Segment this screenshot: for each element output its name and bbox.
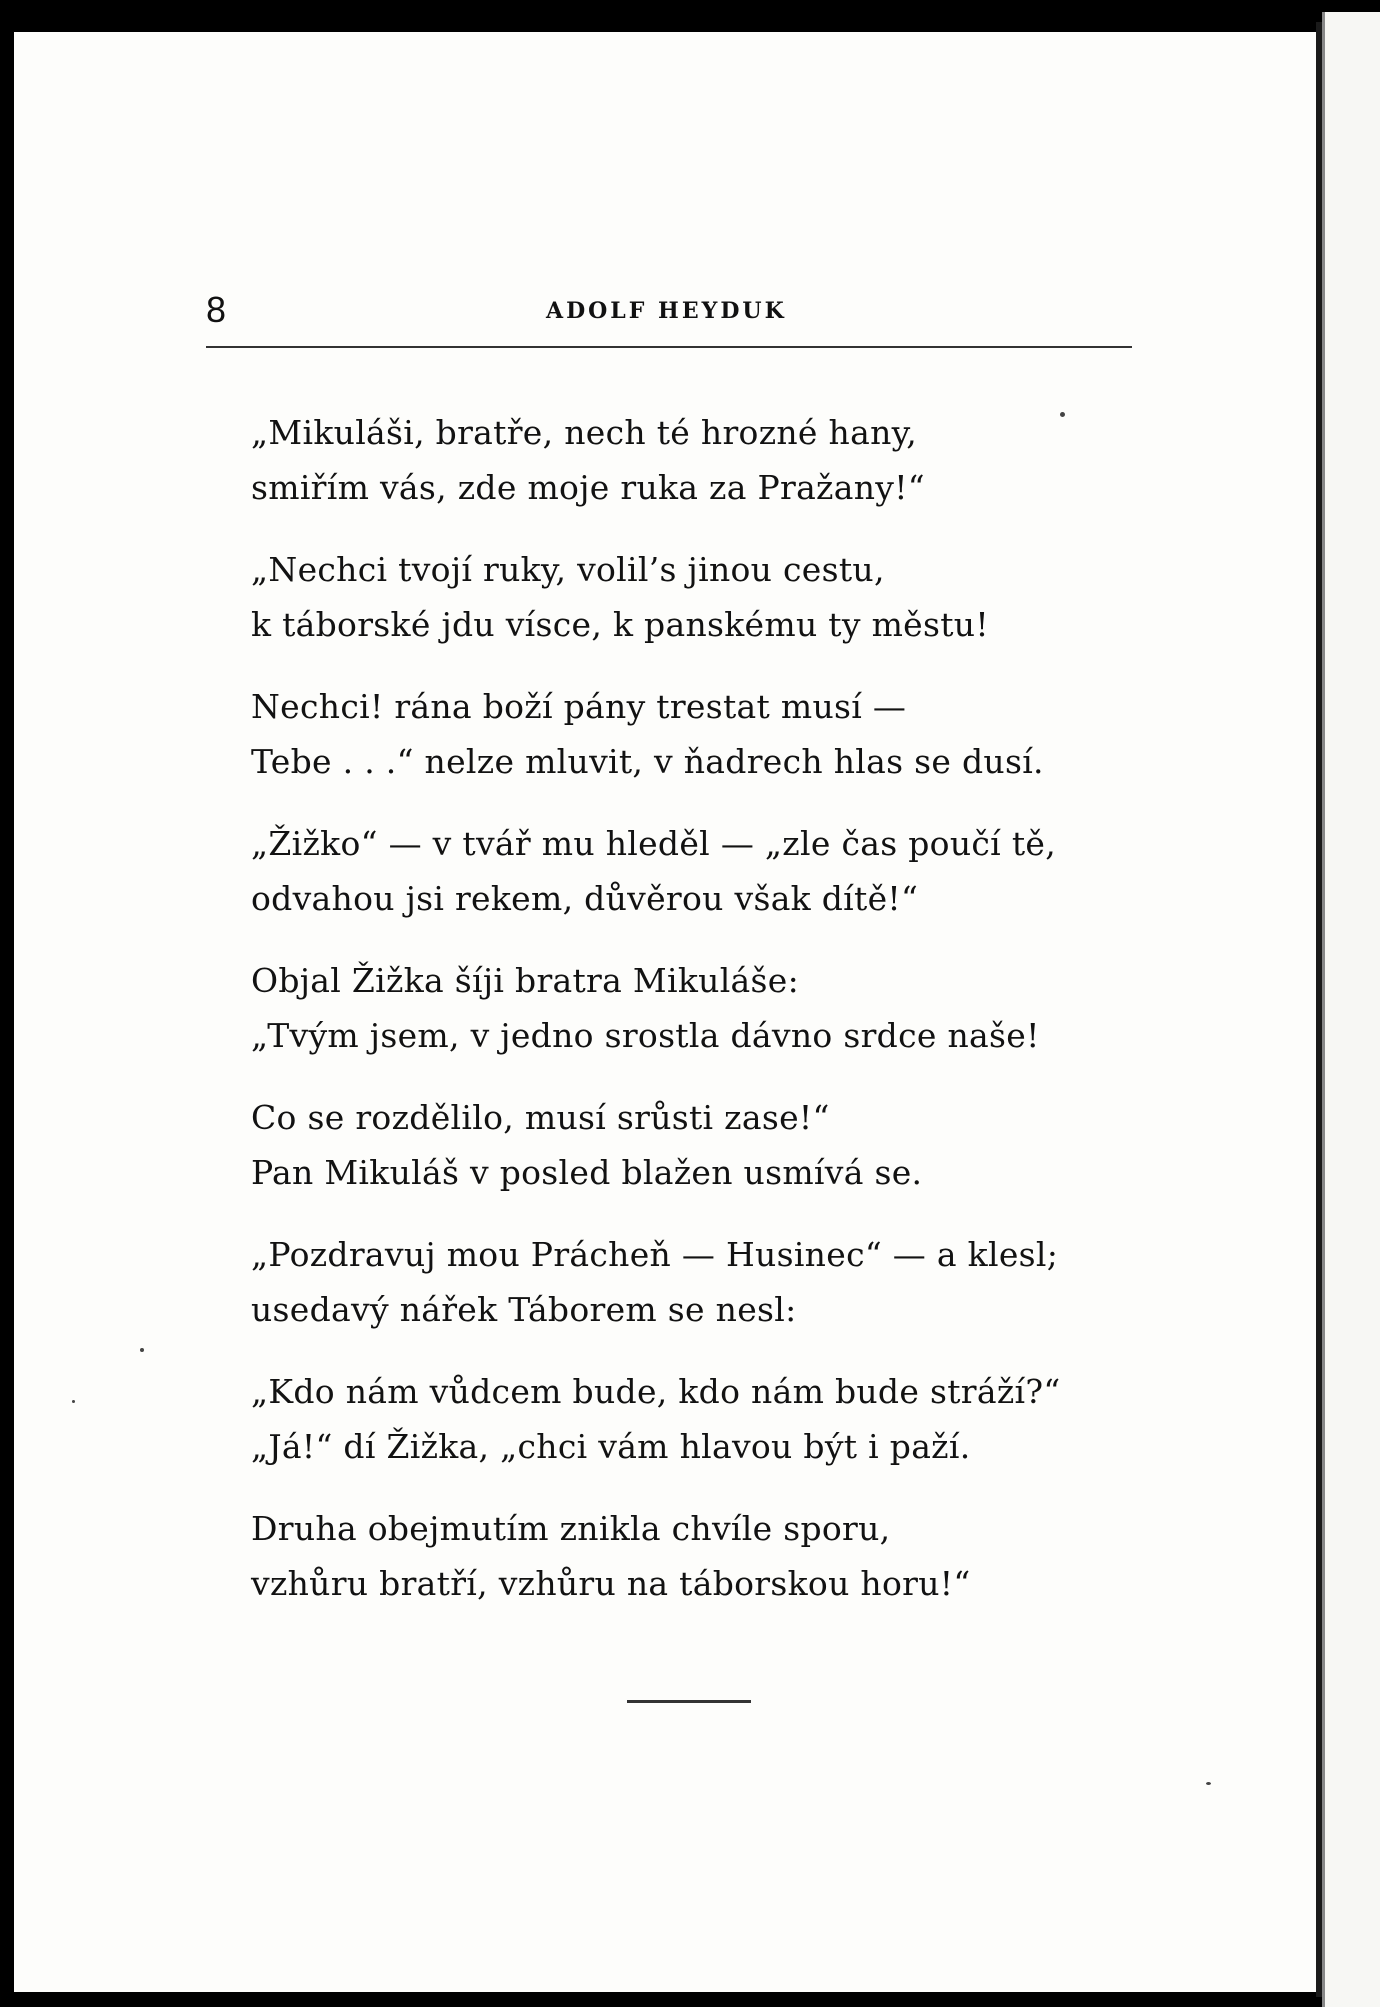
poem-line: smiřím vás, zde moje ruka za Pražany!“	[251, 468, 925, 507]
stanza	[251, 1227, 1151, 1337]
poem-line: usedavý nářek Táborem se nesl:	[251, 1290, 797, 1329]
poem-line: Druha obejmutím znikla chvíle sporu,	[251, 1509, 891, 1548]
stanza	[251, 953, 1151, 1063]
page-header	[206, 288, 1136, 338]
scan-speck	[140, 1348, 144, 1352]
stanza	[251, 1364, 1151, 1474]
poem-line: „Nechci tvojí ruky, volil’s jinou cestu,	[251, 550, 885, 589]
poem-line: „Pozdravuj mou Prácheň — Husinec“ — a klesl;	[251, 1235, 1059, 1274]
poem-line: vzhůru bratří, vzhůru na táborskou horu!“	[251, 1564, 971, 1603]
poem-line: odvahou jsi rekem, důvěrou však dítě!“	[251, 879, 919, 918]
stanza	[251, 679, 1151, 789]
scan-speck	[1060, 412, 1065, 417]
poem-line: „Mikuláši, bratře, nech té hrozné hany,	[251, 413, 917, 452]
facing-page-edge	[1322, 12, 1380, 2007]
end-ornament-rule	[627, 1700, 751, 1703]
header-rule	[206, 346, 1132, 348]
stanza	[251, 1501, 1151, 1611]
poem-line: „Tvým jsem, v jedno srostla dávno srdce naše!	[251, 1016, 1040, 1055]
poem-line: Pan Mikuláš v posled blažen usmívá se.	[251, 1153, 923, 1192]
poem-line: Co se rozdělilo, musí srůsti zase!“	[251, 1098, 830, 1137]
stanza	[251, 816, 1151, 926]
poem-text	[251, 405, 1151, 1638]
stanza	[251, 405, 1151, 515]
scan-speck	[72, 1400, 75, 1403]
stanza	[251, 542, 1151, 652]
scan-speck	[1206, 1782, 1211, 1785]
stanza	[251, 1090, 1151, 1200]
running-title: ADOLF HEYDUK	[546, 298, 787, 324]
poem-line: Tebe . . .“ nelze mluvit, v ňadrech hlas se dusí.	[251, 742, 1044, 781]
poem-line: „Žižko“ — v tvář mu hleděl — „zle čas poučí tě,	[251, 824, 1057, 863]
poem-line: k táborské jdu vísce, k panskému ty městu!	[251, 605, 989, 644]
poem-line: Objal Žižka šíji bratra Mikuláše:	[251, 961, 800, 1000]
poem-line: Nechci! rána boží pány trestat musí —	[251, 687, 907, 726]
poem-line: „Já!“ dí Žižka, „chci vám hlavou být i paží.	[251, 1427, 971, 1466]
poem-line: „Kdo nám vůdcem bude, kdo nám bude stráží?“	[251, 1372, 1061, 1411]
facing-page-shadow	[1322, 12, 1325, 2007]
page-number: 8	[206, 289, 227, 330]
